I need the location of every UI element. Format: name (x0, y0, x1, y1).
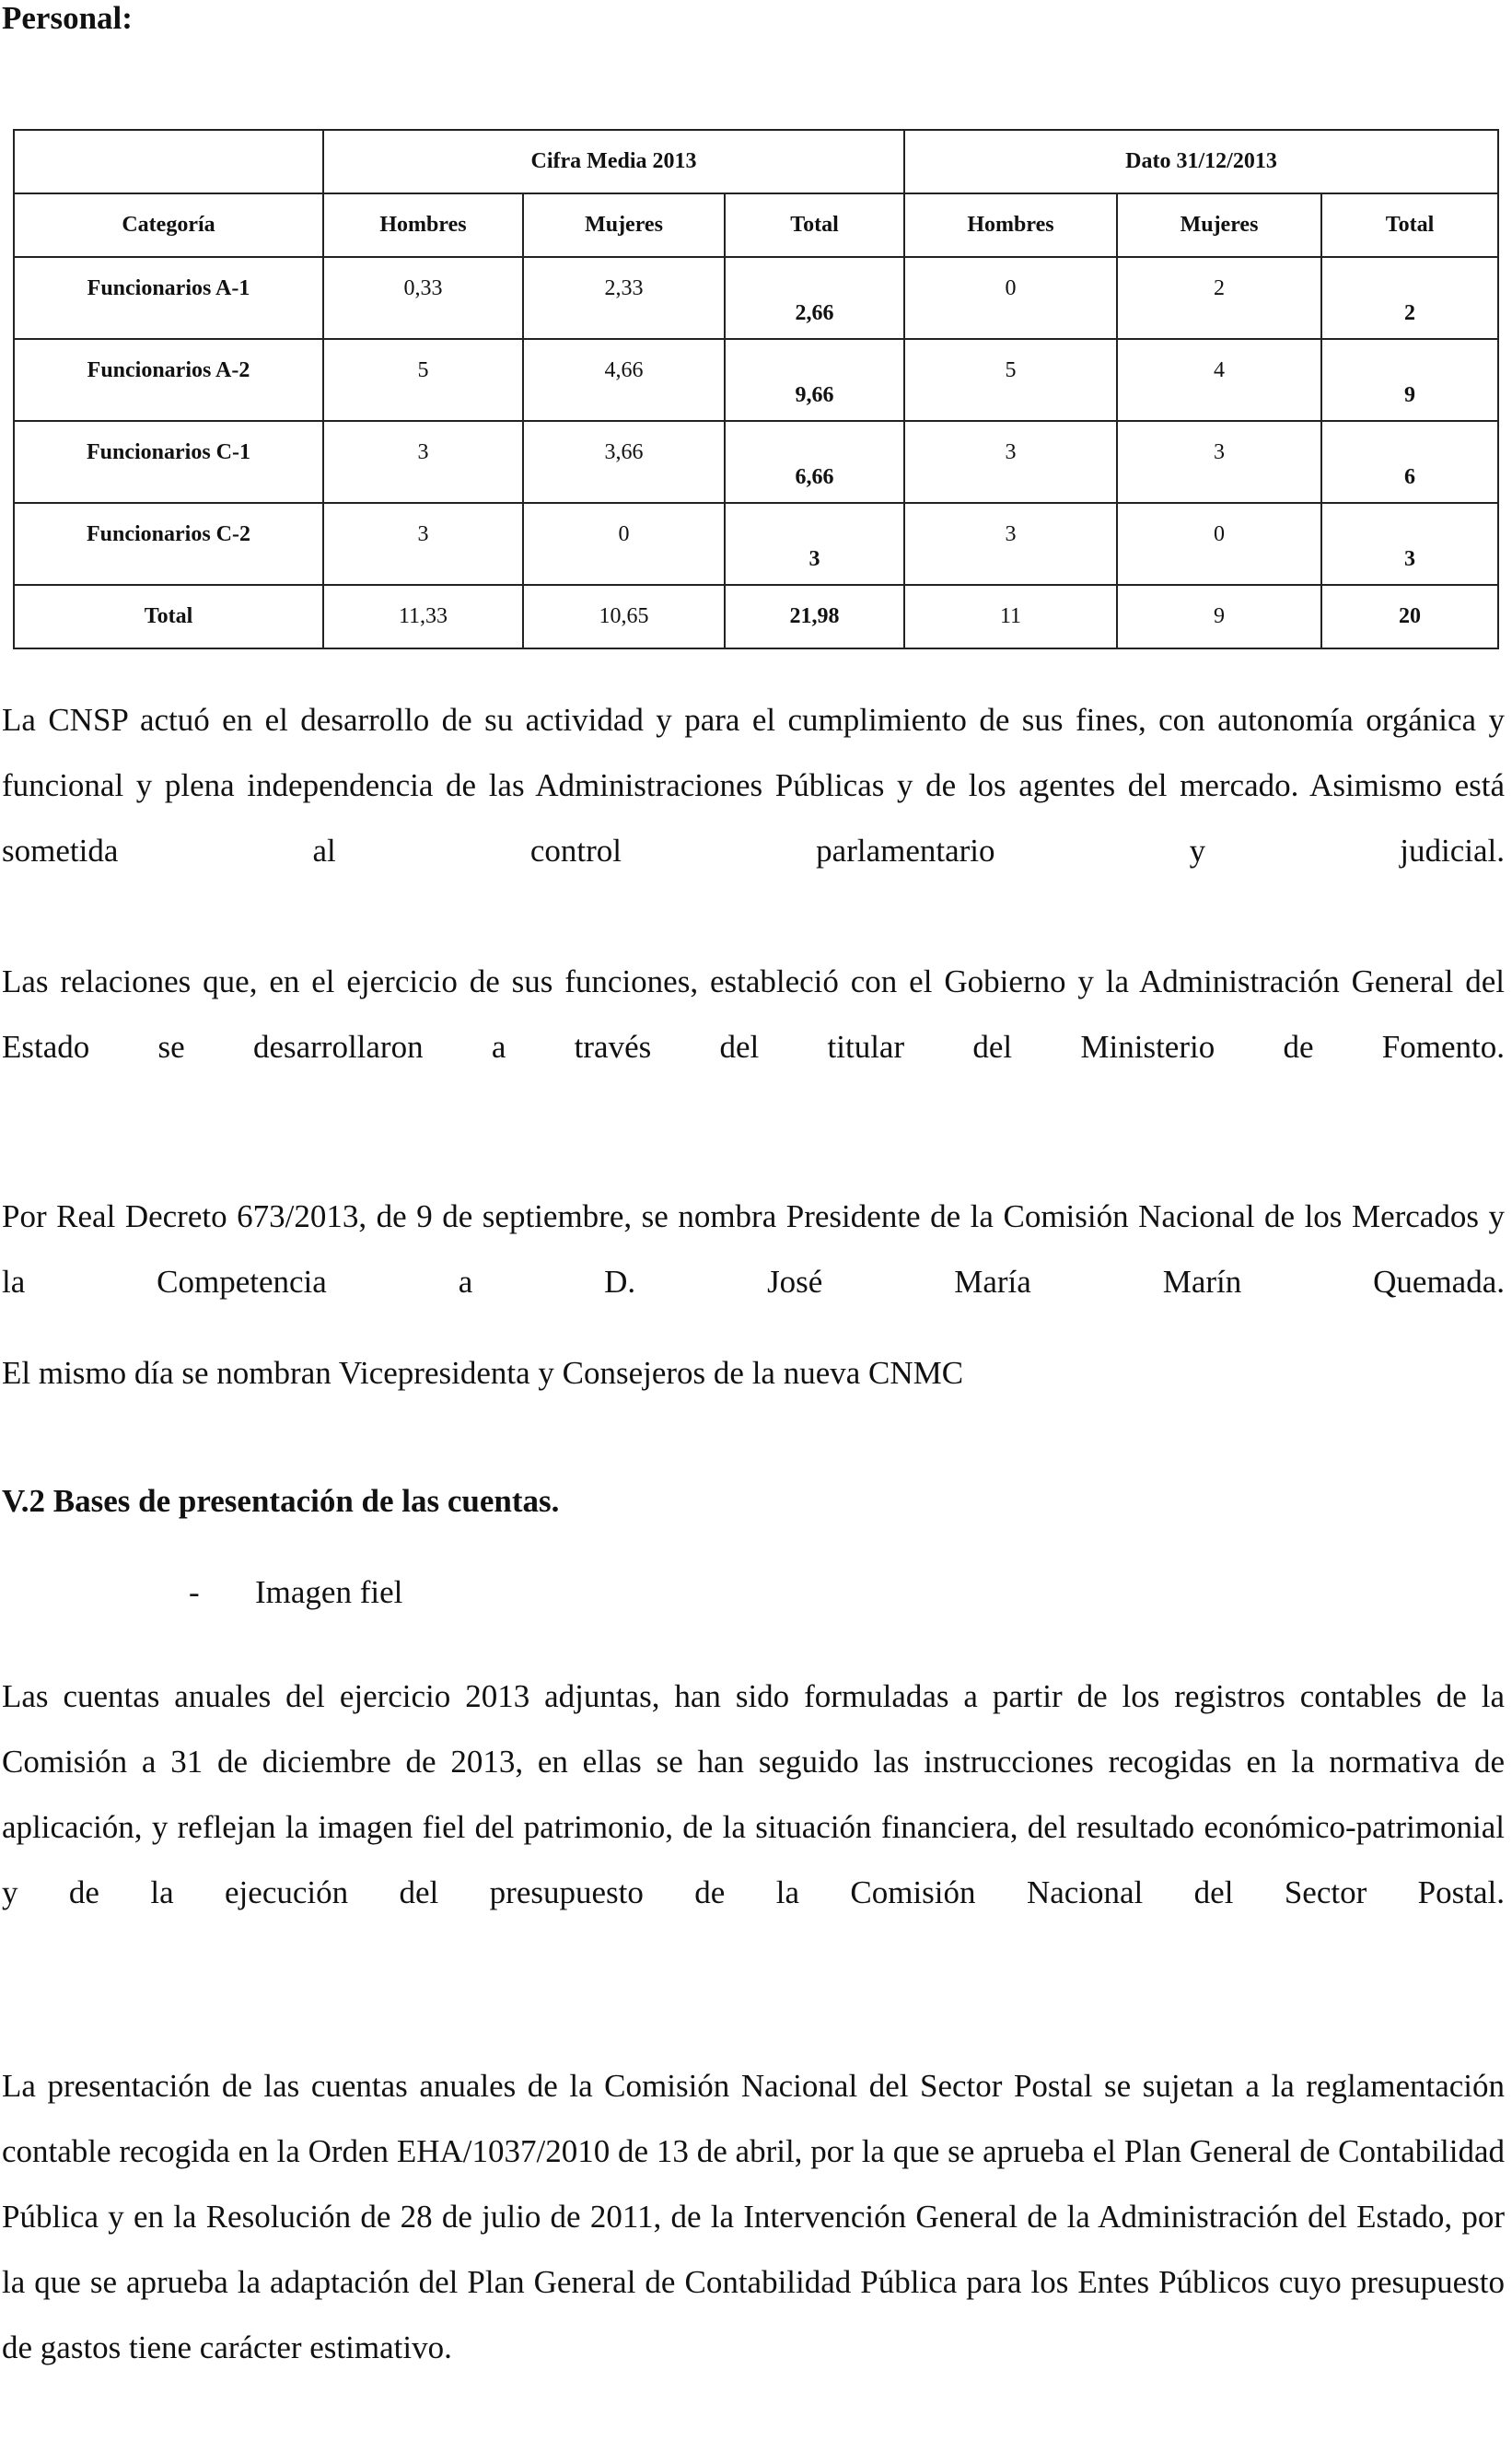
table-cell-total: 20 (1321, 585, 1498, 648)
table-cell-total: 3 (725, 503, 904, 585)
paragraph-government-relations: Las relaciones que, en el ejercicio de sus funciones, estableció con el Gobierno y la Administración General del Estado se desarrollaron a través del titular del Ministerio de Fomento. (2, 963, 1505, 1065)
table-row (14, 503, 1498, 585)
row-label-cell: Funcionarios A-1 (14, 257, 323, 339)
staff-table (13, 129, 1499, 649)
bullet-item (189, 1570, 402, 1616)
column-header: Hombres (904, 193, 1117, 257)
table-cell: 0 (904, 257, 1117, 339)
table-cell: 3,66 (523, 421, 725, 503)
table-cell: 0 (1117, 503, 1321, 585)
table-cell: 2,33 (523, 257, 725, 339)
section-heading-personal: Personal: (2, 0, 133, 36)
column-header: Mujeres (523, 193, 725, 257)
table-cell-total: 9,66 (725, 339, 904, 421)
table-row (14, 339, 1498, 421)
paragraph-royal-decree: Por Real Decreto 673/2013, de 9 de septiembre, se nombra Presidente de la Comisión Nacional de los Mercados y la Competencia a D. José María Marín Quemada. (2, 1198, 1505, 1300)
table-cell: 3 (1117, 421, 1321, 503)
column-header: Total (1321, 193, 1498, 257)
row-label-cell: Funcionarios A-2 (14, 339, 323, 421)
table-cell-total: 21,98 (725, 585, 904, 648)
table-cell-total: 2,66 (725, 257, 904, 339)
table-cell: 2 (1117, 257, 1321, 339)
paragraph-cnmc-appointments: El mismo día se nombran Vicepresidenta y Consejeros de la nueva CNMC (2, 1355, 964, 1391)
table-cell: 11 (904, 585, 1117, 648)
table-group-header: Cifra Media 2013 (323, 130, 904, 193)
table-cell: 0 (523, 503, 725, 585)
table-cell: 5 (323, 339, 523, 421)
table-cell: 10,65 (523, 585, 725, 648)
table-cell-total: 3 (1321, 503, 1498, 585)
table-cell-total: 6,66 (725, 421, 904, 503)
table-cell: 0,33 (323, 257, 523, 339)
bullet-text: Imagen fiel (255, 1574, 403, 1610)
column-header: Total (725, 193, 904, 257)
table-column-header-row (14, 193, 1498, 257)
table-cell: 11,33 (323, 585, 523, 648)
table-cell-total: 2 (1321, 257, 1498, 339)
section-heading-v2: V.2 Bases de presentación de las cuentas. (2, 1483, 560, 1519)
paragraph-cnsp-autonomy: La CNSP actuó en el desarrollo de su actividad y para el cumplimiento de sus fines, con autonomía orgánica y funcional y plena independencia de las Administraciones Públicas y de los agentes del mercado. Asimismo está sometida al control parlamentario y judicial. (2, 702, 1505, 869)
row-label-cell: Funcionarios C-2 (14, 503, 323, 585)
table-cell: 5 (904, 339, 1117, 421)
table-total-row (14, 585, 1498, 648)
column-header: Categoría (14, 193, 323, 257)
table-group-header-row (14, 130, 1498, 193)
table-row (14, 421, 1498, 503)
table-cell: 4,66 (523, 339, 725, 421)
table-cell: 3 (904, 421, 1117, 503)
bullet-marker: - (189, 1574, 200, 1610)
table-group-header: Dato 31/12/2013 (904, 130, 1498, 193)
table-cell: 3 (904, 503, 1117, 585)
table-cell: 3 (323, 421, 523, 503)
row-label-cell: Total (14, 585, 323, 648)
table-cell: 9 (1117, 585, 1321, 648)
column-header: Mujeres (1117, 193, 1321, 257)
row-label-cell: Funcionarios C-1 (14, 421, 323, 503)
table-cell: 4 (1117, 339, 1321, 421)
paragraph-presentacion-cuentas: La presentación de las cuentas anuales de la Comisión Nacional del Sector Postal se sujetan a la reglamentación contable recogida en la Orden EHA/1037/2010 de 13 de abril, por la que se aprueba el Plan General de Contabilidad Pública y en la Resolución de 28 de julio de 2011, de la Intervención General de la Administración del Estado, por la que se aprueba la adaptación del Plan General de Contabilidad Pública para los Entes Públicos cuyo presupuesto de gastos tiene carácter estimativo. (2, 2068, 1505, 2365)
table-header-empty-cell (14, 130, 323, 193)
table-cell: 3 (323, 503, 523, 585)
table-cell-total: 9 (1321, 339, 1498, 421)
table-cell-total: 6 (1321, 421, 1498, 503)
column-header: Hombres (323, 193, 523, 257)
paragraph-imagen-fiel: Las cuentas anuales del ejercicio 2013 adjuntas, han sido formuladas a partir de los registros contables de la Comisión a 31 de diciembre de 2013, en ellas se han seguido las instrucciones recogidas en la normativa de aplicación, y reflejan la imagen fiel del patrimonio, de la situación financiera, del resultado económico-patrimonial y de la ejecución del presupuesto de la Comisión Nacional del Sector Postal. (2, 1678, 1505, 1910)
table-row (14, 257, 1498, 339)
